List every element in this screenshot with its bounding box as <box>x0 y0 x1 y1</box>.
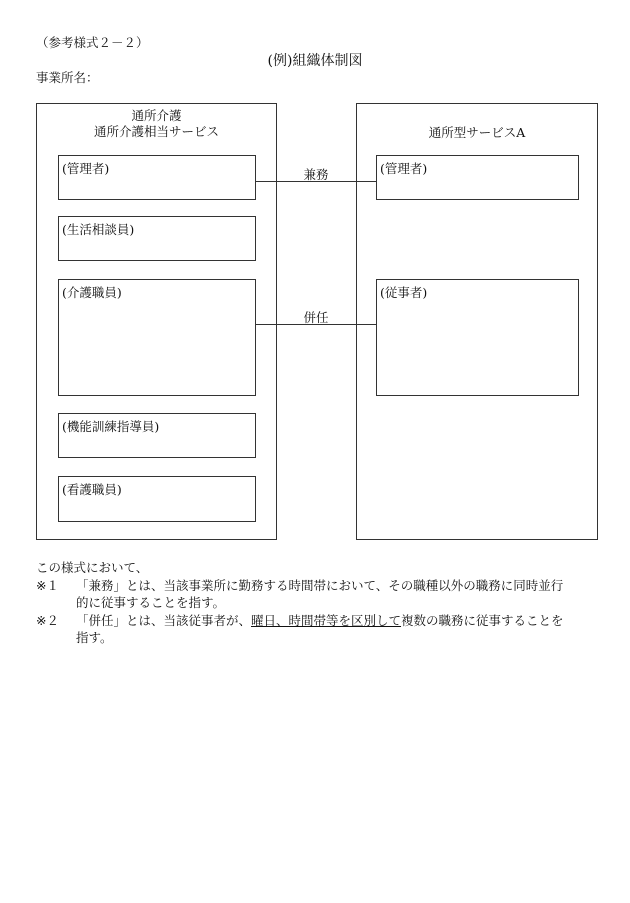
page-title: (例)組織体制図 <box>267 53 363 69</box>
note2-text-a: 「併任」とは、当該従事者が、 <box>76 613 252 628</box>
note2-text-line1 <box>76 611 564 629</box>
note1-mark: ※１ <box>36 578 59 593</box>
notes-intro: この様式において、 <box>36 560 149 575</box>
role-label: (看護職員) <box>62 482 122 497</box>
role-label: (生活相談員) <box>62 222 135 237</box>
note1-text-line1: 「兼務」とは、当該事業所に勤務する時間帯において、その職種以外の職務に同時並行 <box>76 578 564 593</box>
role-label: (従事者) <box>380 285 428 300</box>
office-name-label: 事業所名： <box>36 70 99 85</box>
note2-text-line2: 指す。 <box>76 630 113 645</box>
form-number: （参考様式２－２） <box>36 35 149 50</box>
note2-mark: ※２ <box>36 613 59 628</box>
note2-text-underlined: 曜日、時間帯等を区別して <box>251 613 402 628</box>
right-role-worker <box>376 279 579 396</box>
left-role-nurse <box>58 476 256 522</box>
left-role-life-counselor <box>58 216 256 261</box>
left-role-care-worker <box>58 279 256 396</box>
left-role-functional-trainer <box>58 413 256 458</box>
connector-heinin-label: 併任 <box>303 310 329 325</box>
connector-kenmu-label: 兼務 <box>303 167 329 182</box>
note1-text-line2: 的に従事することを指す。 <box>76 595 226 610</box>
role-label: (機能訓練指導員) <box>62 419 160 434</box>
role-label: (管理者) <box>380 161 428 176</box>
right-role-manager <box>376 155 579 200</box>
left-group-title-line2: 通所介護相当サービス <box>93 124 219 139</box>
role-label: (介護職員) <box>62 285 122 300</box>
role-label: (管理者) <box>62 161 110 176</box>
left-group-title-line1: 通所介護 <box>131 108 182 123</box>
note2-text-b: 複数の職務に従事することを <box>401 613 564 628</box>
right-group-title: 通所型サービスA <box>428 125 526 140</box>
left-role-manager <box>58 155 256 200</box>
